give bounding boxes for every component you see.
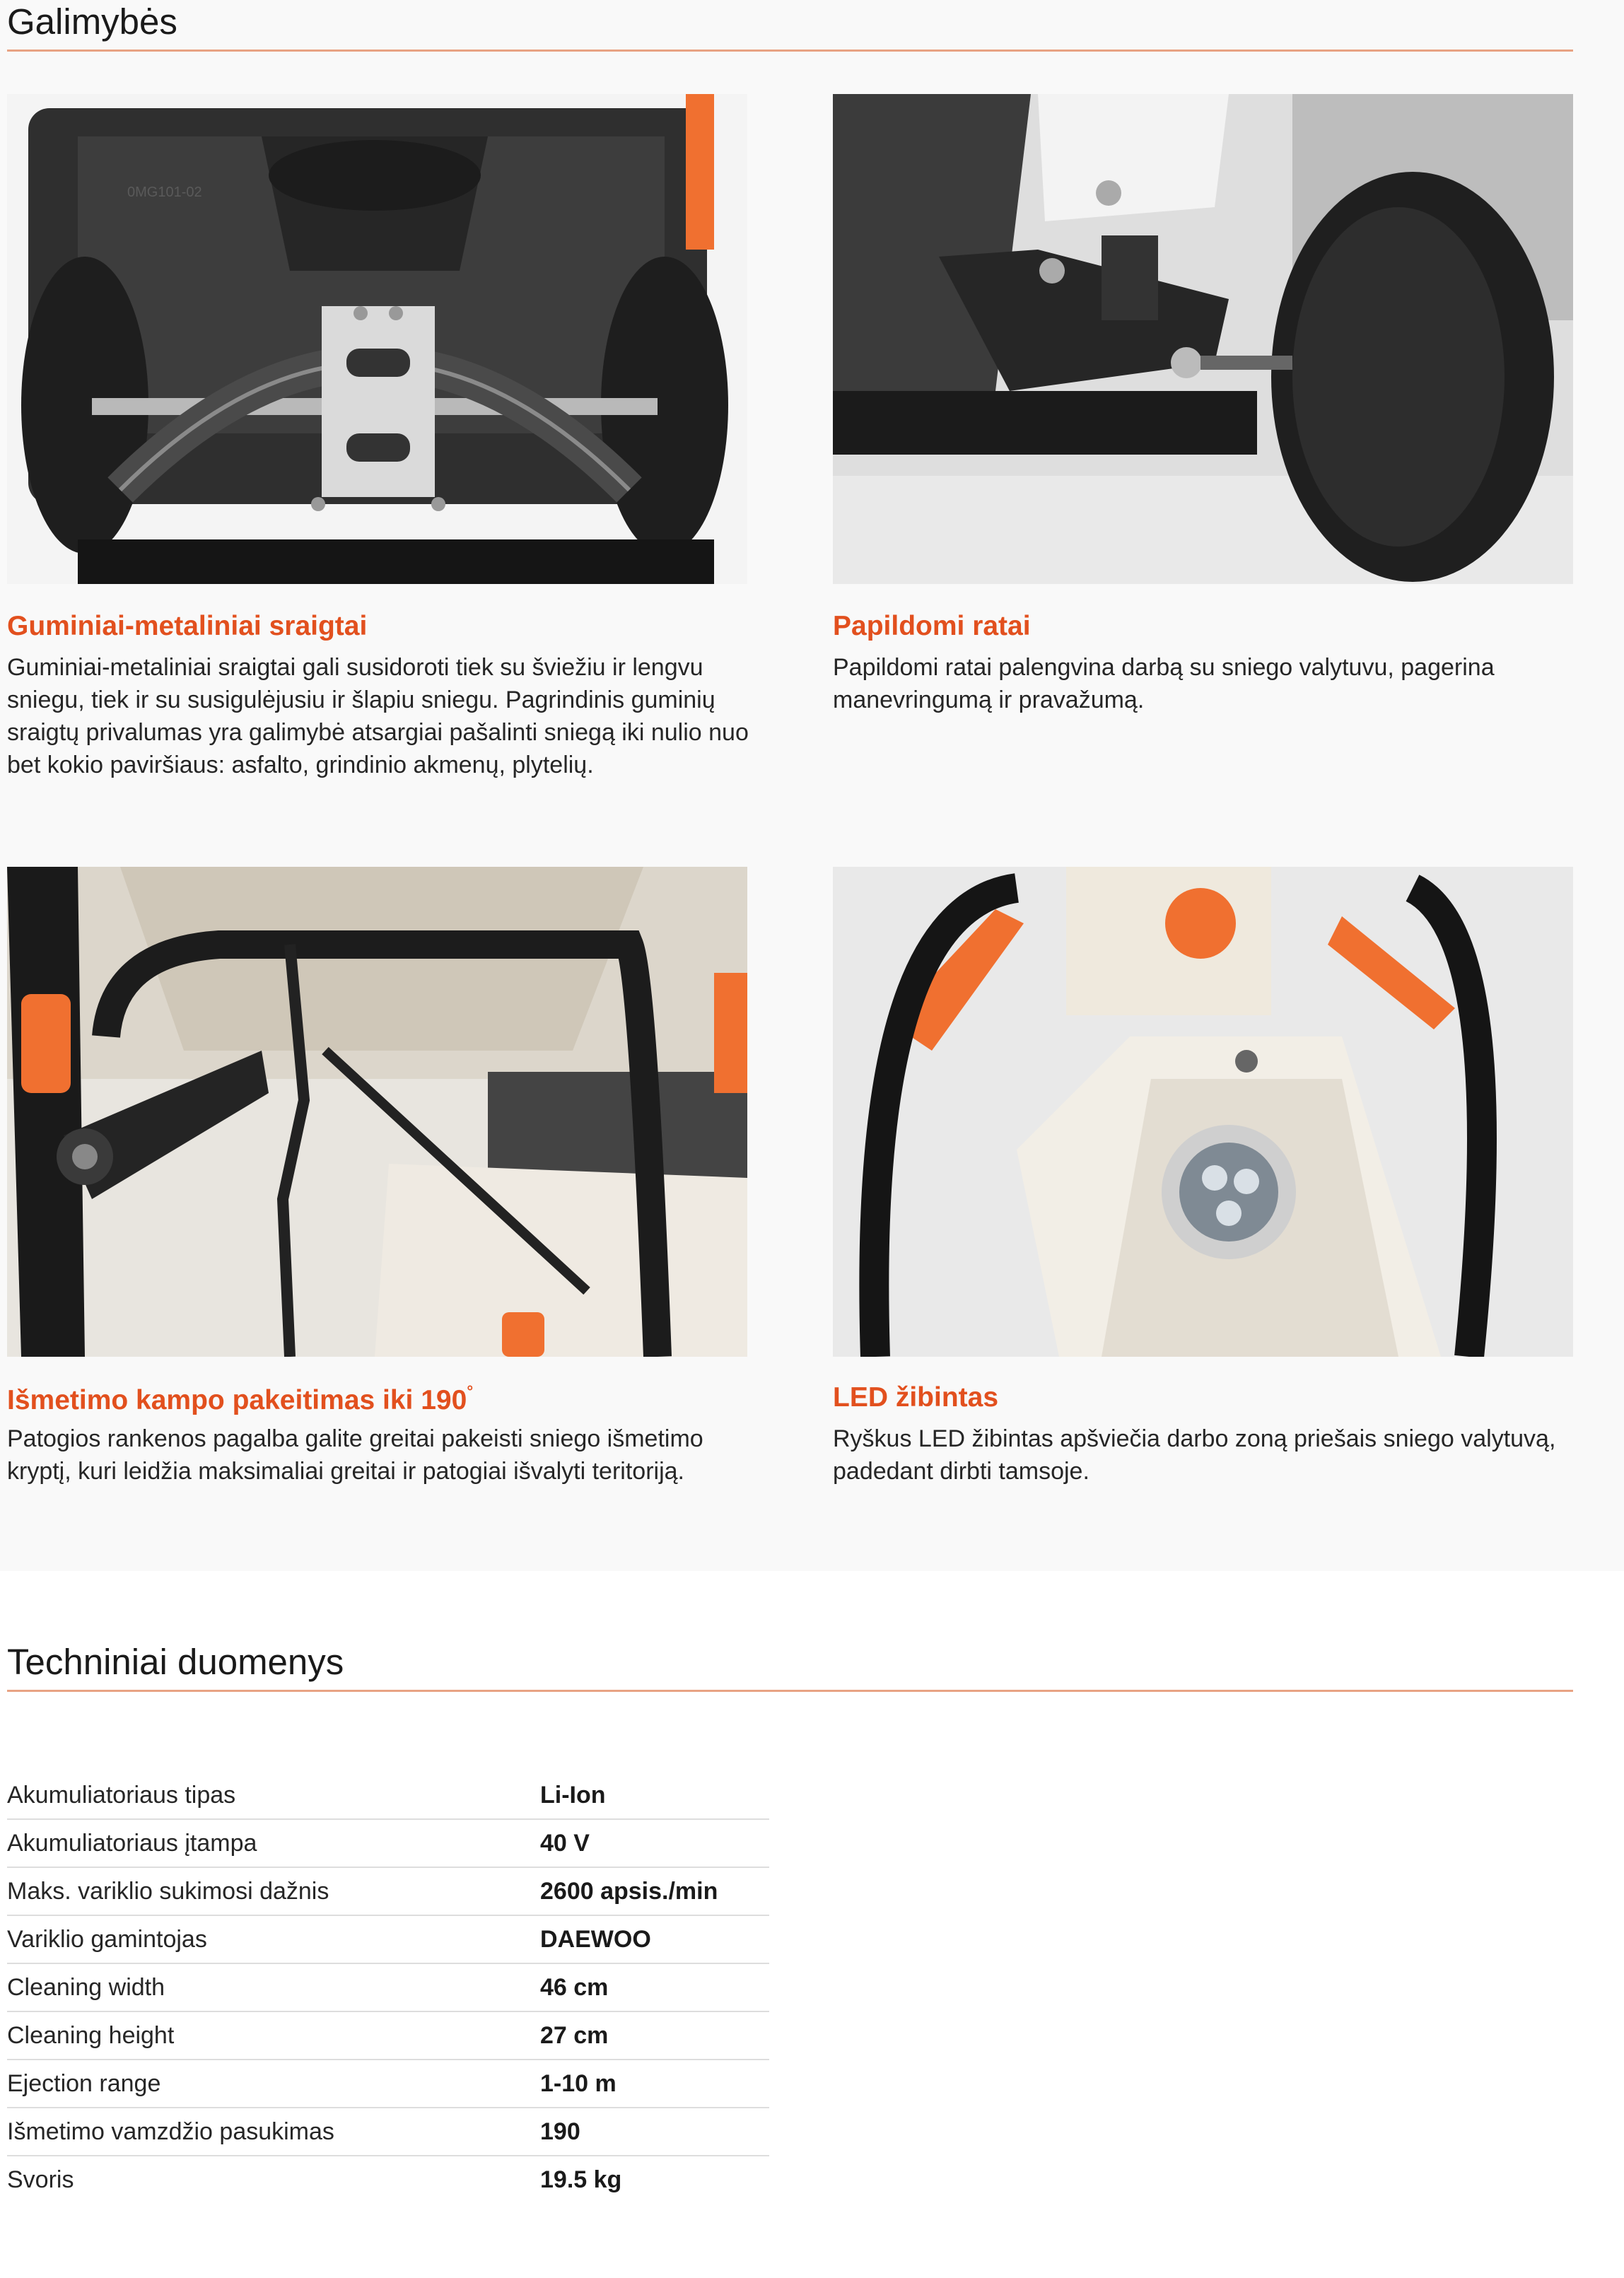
spec-row: [7, 2156, 769, 2203]
spec-row: [7, 1868, 769, 1916]
feature-text-augers: Guminiai-metaliniai sraigtai gali susidoroti tiek su šviežiu ir lengvu sniegu, tiek ir su susigulėjusiu ir šlapiu sniegu. Pagrindinis guminių sraigtų privalumas yra galimybė atsargiai pašalinti sniegą iki nulio nuo bet kokio paviršiaus: asfalto, grindinio akmenų, plytelių.: [7, 654, 749, 778]
led-lamp-photo: [833, 867, 1573, 1357]
spec-row: [7, 1820, 769, 1868]
feature-text-led: Ryškus LED žibintas apšviečia darbo zoną priešais sniego valytuvą, padedant dirbti tamsoje.: [833, 1425, 1556, 1485]
spec-label: Maks. variklio sukimosi dažnis: [7, 1878, 329, 1905]
feature-title-wheels: Papildomi ratai: [833, 611, 1031, 641]
features-heading-rule: [7, 49, 1573, 52]
auger-housing-marking: 0MG101-02: [127, 185, 202, 200]
feature-text-ejection-angle: Patogios rankenos pagalba galite greitai pakeisti sniego išmetimo kryptį, kuri leidžia maksimaliai greitai ir patogiai išvalyti teritoriją.: [7, 1425, 703, 1485]
spec-value: 40 V: [540, 1830, 590, 1857]
spec-label: Cleaning height: [7, 2022, 175, 2049]
spec-value: 19.5 kg: [540, 2166, 622, 2193]
spec-label: Išmetimo vamzdžio pasukimas: [7, 2118, 334, 2145]
auger-photo: [7, 94, 747, 584]
spec-label: Ejection range: [7, 2070, 161, 2097]
spec-label: Akumuliatoriaus įtampa: [7, 1830, 257, 1857]
spec-row: [7, 1772, 769, 1820]
spec-label: Svoris: [7, 2166, 74, 2193]
spec-value: 2600 apsis./min: [540, 1878, 718, 1905]
feature-title-augers: Guminiai-metaliniai sraigtai: [7, 611, 368, 641]
spec-row: [7, 1916, 769, 1964]
specs-table: [7, 1772, 769, 2203]
spec-row: [7, 1964, 769, 2012]
spec-value: 1-10 m: [540, 2070, 617, 2097]
spec-value: 190: [540, 2118, 580, 2145]
spec-row: [7, 2108, 769, 2156]
degree-symbol: °: [467, 1382, 474, 1400]
spec-label: Cleaning width: [7, 1974, 165, 2001]
wheels-photo: [833, 94, 1573, 584]
feature-title-led: LED žibintas: [833, 1382, 999, 1413]
specs-heading: Techniniai duomenys: [7, 1642, 344, 1682]
features-heading: Galimybės: [7, 1, 177, 42]
spec-row: [7, 2012, 769, 2060]
spec-value: DAEWOO: [540, 1926, 651, 1953]
feature-text-wheels: Papildomi ratai palengvina darbą su sniego valytuvu, pagerina manevringumą ir pravažumą.: [833, 654, 1495, 713]
chute-handle-photo: [7, 867, 747, 1357]
spec-value: Li-Ion: [540, 1782, 606, 1809]
spec-row: [7, 2060, 769, 2108]
spec-value: 27 cm: [540, 2022, 609, 2049]
spec-label: Akumuliatoriaus tipas: [7, 1782, 236, 1809]
specs-heading-rule: [7, 1690, 1573, 1692]
spec-label: Variklio gamintojas: [7, 1926, 207, 1953]
feature-title-ejection-angle-text: Išmetimo kampo pakeitimas iki 190: [7, 1385, 467, 1415]
spec-value: 46 cm: [540, 1974, 609, 2001]
feature-title-ejection-angle: [7, 1384, 473, 1414]
